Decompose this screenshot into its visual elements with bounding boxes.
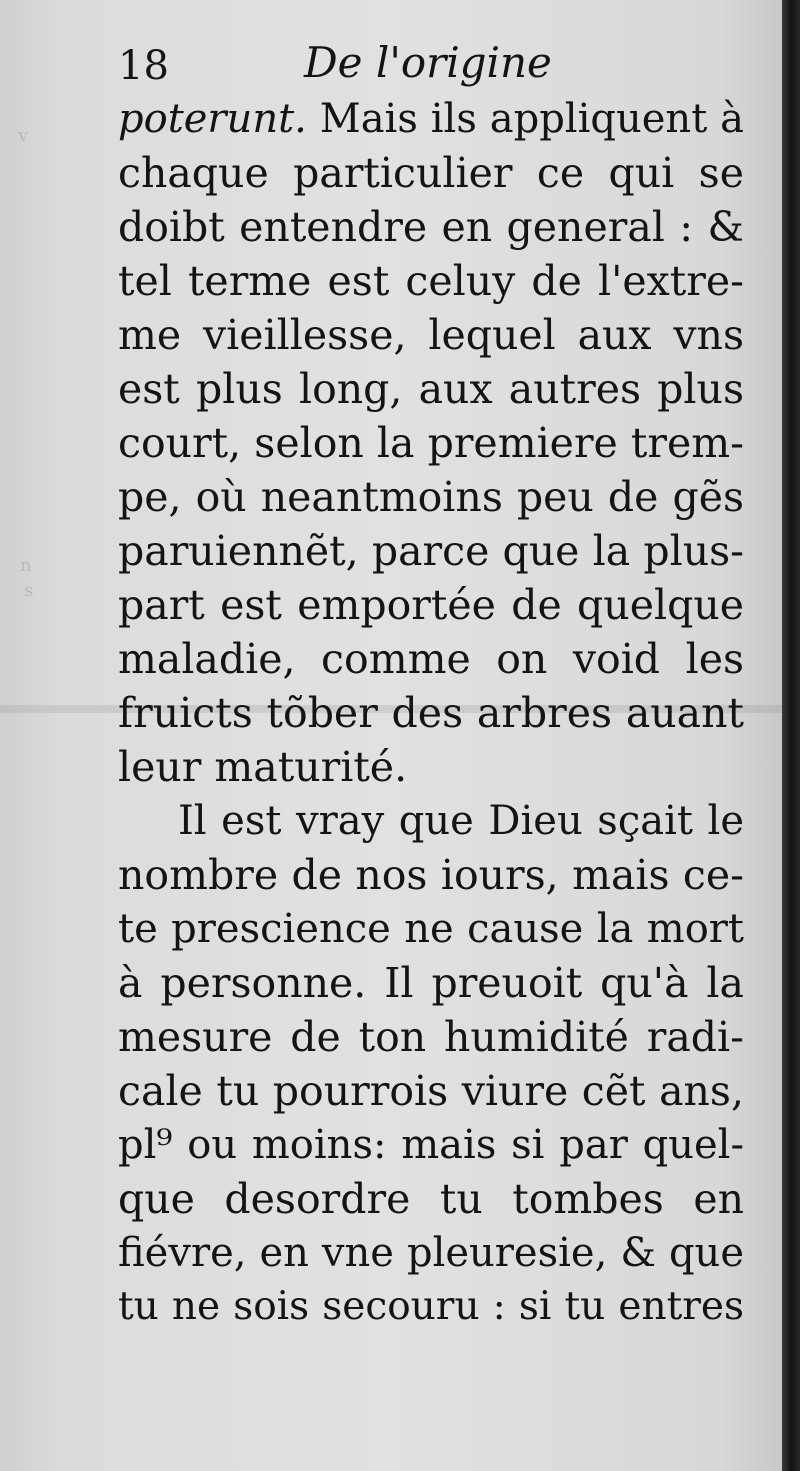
page-gutter: [782, 0, 800, 1471]
text-line: paruiennẽt, parce que la plus-: [118, 527, 744, 575]
running-title: De l'origine: [304, 38, 552, 87]
text-line: fruicts tõber des arbres auant: [118, 689, 744, 737]
text-line: cale tu pourrois viure cẽt ans,: [118, 1067, 744, 1115]
text-line: [118, 92, 744, 146]
text-line: Il est vray que Dieu sçait le: [178, 798, 744, 844]
text-line-content: Mais ils appliquent à: [306, 96, 744, 142]
text-line: tel terme est celuy de l'extre-: [118, 257, 744, 305]
text-line: doibt entendre en general : &: [118, 203, 744, 251]
text-line: mesure de ton humidité radi-: [118, 1013, 744, 1061]
latin-word: poterunt.: [118, 96, 307, 142]
text-line: pl⁹ ou moins: mais si par quel-: [118, 1122, 744, 1168]
text-line: te prescience ne cause la mort: [118, 906, 744, 952]
text-line: pe, où neantmoins peu de gẽs: [118, 473, 744, 521]
text-line: leur maturité.: [118, 743, 408, 791]
text-line: nombre de nos iours, mais ce-: [118, 851, 744, 899]
text-line: est plus long, aux autres plus: [118, 365, 744, 413]
text-line: fiévre, en vne pleuresie, & que: [118, 1230, 744, 1276]
text-line: que desordre tu tombes en: [118, 1175, 744, 1223]
page-header: [118, 40, 758, 100]
text-line: me vieillesse, lequel aux vns: [118, 311, 744, 359]
text-line: maladie, comme on void les: [118, 635, 744, 683]
text-line: chaque particulier ce qui se: [118, 149, 744, 197]
text-line: à personne. Il preuoit qu'à la: [118, 959, 744, 1007]
page-number: 18: [118, 43, 169, 89]
text-line: part est emportée de quelque: [118, 581, 744, 629]
body-text: [118, 92, 744, 1334]
text-line: court, selon la premiere trem-: [118, 419, 744, 467]
text-line: tu ne sois secouru : si tu entres: [118, 1284, 744, 1329]
